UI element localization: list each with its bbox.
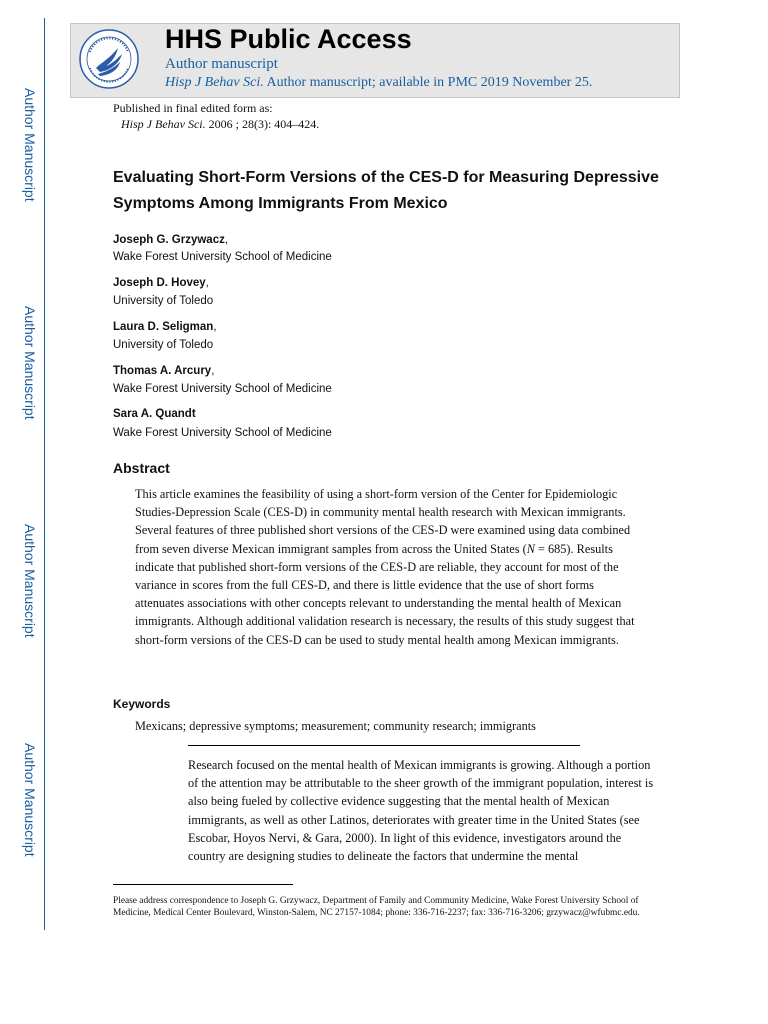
author-name: Thomas A. Arcury, bbox=[113, 365, 215, 377]
abstract-heading: Abstract bbox=[113, 460, 170, 476]
author-name-text: Joseph G. Grzywacz bbox=[113, 234, 225, 246]
correspondence-footnote: Please address correspondence to Joseph G. Grzywacz, Department of Family and Community Medicine, Wake Forest University School of Medicine, Medical Center Boulevard, Winston-Salem, NC 27157-1084; phone: 336-716-2237; fax: 336-716-3206; grzywacz@wfubmc.edu. bbox=[113, 896, 640, 918]
side-label-3: Author Manuscript bbox=[22, 524, 38, 638]
author-name-text: Sara A. Quandt bbox=[113, 408, 196, 420]
keywords-heading: Keywords bbox=[113, 697, 171, 711]
body-paragraph: Research focused on the mental health of Mexican immigrants is growing. Although a portion of the attention may be attributable to the sheer growth of the immigrant population, interest is also being fueled by collective evidence suggesting that the mental health of Mexican immigrants, as well as other Latinos, deteriorates with greater time in the United States (see Escobar, Hoyos Nervi, & Gara, 2000). In light of this evidence, investigators around the country are designing studies to delineate the factors that undermine the mental bbox=[188, 758, 654, 864]
side-label-2: Author Manuscript bbox=[22, 306, 38, 420]
author-name: Joseph G. Grzywacz, bbox=[113, 234, 229, 246]
author-affiliation: Wake Forest University School of Medicine bbox=[113, 383, 332, 395]
hhs-seal-icon bbox=[78, 28, 140, 90]
keywords-text: Mexicans; depressive symptoms; measurement; community research; immigrants bbox=[135, 719, 536, 733]
abstract-text-part2: = 685). Results indicate that published short-form versions of the CES-D are reliable, they account for most of the variance in scores from the full CES-D, and there is little evidence that the use of short forms attenuates associations with other concepts relevant to understanding the mental health of Mexican immigrants. Although additional validation research is necessary, the results of this study suggest that short-form versions of the CES-D can be used to study mental health among Mexican immigrants. bbox=[135, 541, 635, 647]
section-divider bbox=[188, 745, 580, 746]
footnote-rule bbox=[113, 884, 293, 885]
published-details: 2006 ; 28(3): 404–424. bbox=[208, 117, 320, 131]
published-line: Published in final edited form as: bbox=[113, 101, 273, 115]
author-name bbox=[113, 408, 196, 420]
author-affiliation: Wake Forest University School of Medicine bbox=[113, 427, 332, 439]
hhs-citation bbox=[165, 75, 592, 91]
published-citation bbox=[121, 117, 319, 132]
hhs-journal: Hisp J Behav Sci. bbox=[165, 75, 264, 90]
author-affiliation: University of Toledo bbox=[113, 339, 214, 351]
hhs-title: HHS Public Access bbox=[165, 24, 412, 54]
side-label-4: Author Manuscript bbox=[22, 743, 38, 857]
author-affiliation: Wake Forest University School of Medicine bbox=[113, 251, 332, 263]
author-name-text: Thomas A. Arcury bbox=[113, 365, 212, 377]
author-affiliation: University of Toledo bbox=[113, 295, 214, 307]
abstract-text-part1: This article examines the feasibility of using a short-form version of the Center for Epidemiologic Studies-Depression Scale (CES-D) in community mental health research with Mexican immigrants. Several features of three published short versions of the CES-D were examined using data combined from seven diverse Mexican immigrant samples from across the United States ( bbox=[135, 487, 631, 556]
author-name-text: Joseph D. Hovey bbox=[113, 277, 206, 289]
hhs-subtitle: Author manuscript bbox=[165, 56, 278, 72]
hhs-availability: Author manuscript; available in PMC 2019 November 25. bbox=[266, 75, 593, 90]
published-journal: Hisp J Behav Sci. bbox=[121, 117, 206, 131]
side-label-1: Author Manuscript bbox=[22, 88, 38, 202]
author-name: Laura D. Seligman, bbox=[113, 321, 217, 333]
abstract-text bbox=[135, 485, 639, 649]
author-name-text: Laura D. Seligman bbox=[113, 321, 214, 333]
article-title: Evaluating Short-Form Versions of the CES-D for Measuring Depressive Symptoms Among Immigrants From Mexico bbox=[113, 169, 659, 212]
author-name: Joseph D. Hovey, bbox=[113, 277, 209, 289]
abstract-n-symbol: N bbox=[526, 541, 535, 556]
